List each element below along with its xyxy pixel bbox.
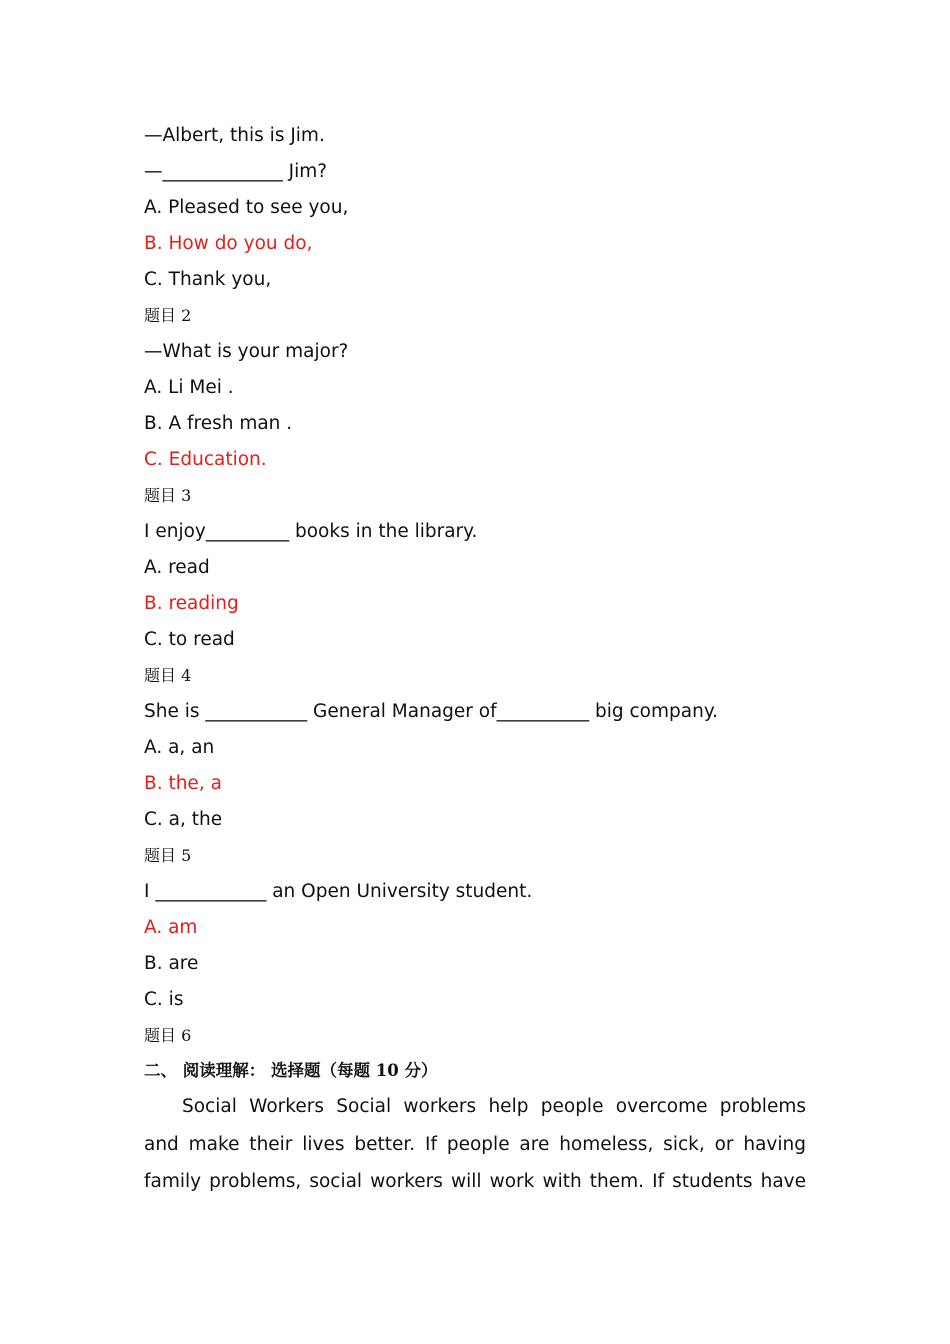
q1-prompt-line2: —_____________ Jim? — [144, 161, 328, 182]
q2-label: 题目 2 — [144, 306, 192, 325]
q2-option-b: B. A fresh man . — [144, 413, 293, 434]
q2-prompt: —What is your major? — [144, 341, 349, 362]
q4-option-c: C. a, the — [144, 809, 223, 830]
q3-prompt: I enjoy_________ books in the library. — [144, 521, 478, 542]
reading-passage — [144, 1088, 806, 1201]
q4-option-a: A. a, an — [144, 737, 215, 758]
q1-option-c: C. Thank you, — [144, 269, 272, 290]
q1-option-a: A. Pleased to see you, — [144, 197, 349, 218]
q4-prompt: She is ___________ General Manager of__________ big company. — [144, 701, 719, 722]
q3-option-c: C. to read — [144, 629, 235, 650]
q5-option-b: B. are — [144, 953, 199, 974]
q3-option-b-answer: B. reading — [144, 593, 239, 614]
q4-label: 题目 4 — [144, 666, 192, 685]
q5-option-a-answer: A. am — [144, 917, 198, 938]
q6-label: 题目 6 — [144, 1026, 192, 1045]
q1-option-b-answer: B. How do you do, — [144, 233, 313, 254]
q5-option-c: C. is — [144, 989, 184, 1010]
section2-heading: 二、 阅读理解： 选择题（每题 10 分） — [144, 1061, 438, 1080]
passage-line: family problems, social workers will work with them. If students have — [144, 1171, 806, 1192]
q1-prompt-line1: —Albert, this is Jim. — [144, 125, 325, 146]
q4-option-b-answer: B. the, a — [144, 773, 222, 794]
passage-line: Social Workers Social workers help people overcome problems — [182, 1096, 806, 1117]
q5-label: 题目 5 — [144, 846, 192, 865]
q2-option-a: A. Li Mei . — [144, 377, 234, 398]
q5-prompt: I ____________ an Open University student. — [144, 881, 533, 902]
q3-option-a: A. read — [144, 557, 210, 578]
q2-option-c-answer: C. Education. — [144, 449, 267, 470]
q3-label: 题目 3 — [144, 486, 192, 505]
passage-line: and make their lives better. If people are homeless, sick, or having — [144, 1133, 806, 1155]
